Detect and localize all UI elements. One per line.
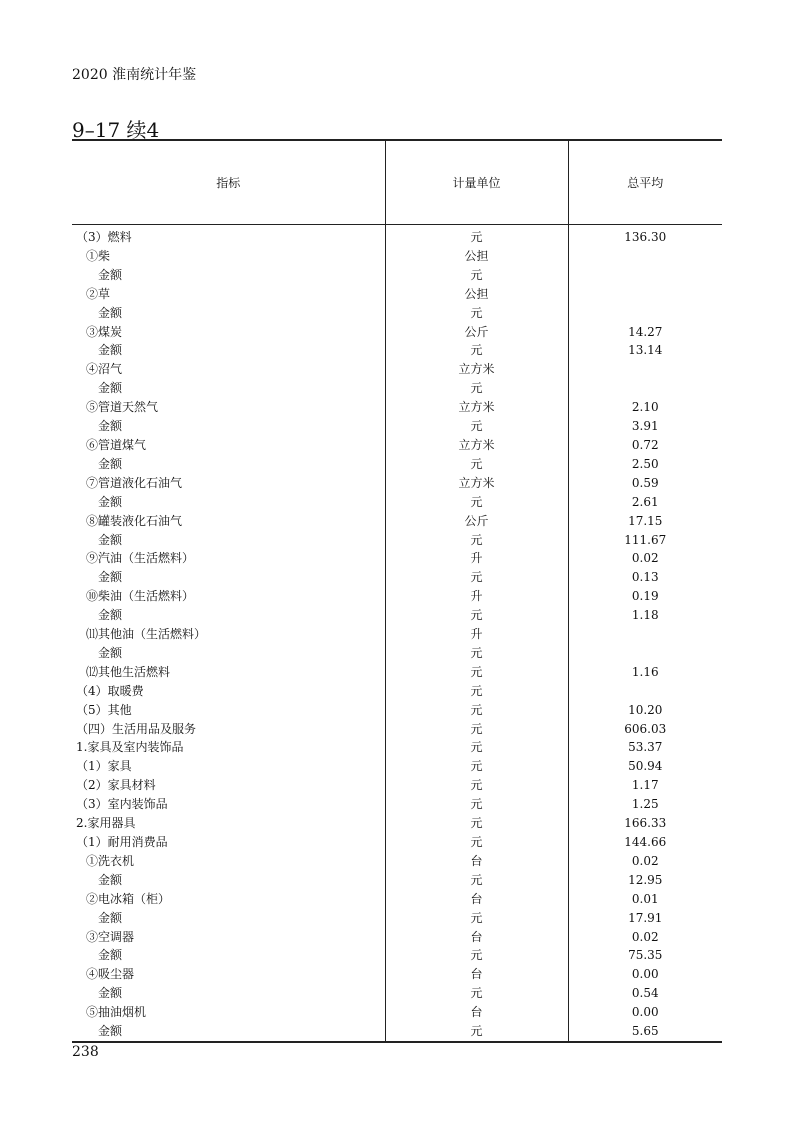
row-value-cell — [568, 379, 722, 398]
row-value-cell: 1.25 — [568, 795, 722, 814]
statistics-table-container — [72, 139, 722, 1043]
row-unit-cell: 元 — [385, 341, 568, 360]
row-value-cell: 3.91 — [568, 417, 722, 436]
row-value-cell: 2.10 — [568, 398, 722, 417]
table-row — [72, 644, 722, 663]
row-indicator-cell: 金额 — [98, 419, 123, 434]
row-value-cell: 0.01 — [568, 890, 722, 909]
column-header-unit: 计量单位 — [385, 140, 568, 225]
row-indicator-cell: 金额 — [98, 986, 123, 1001]
row-unit-cell: 元 — [385, 568, 568, 587]
row-unit-cell: 元 — [385, 814, 568, 833]
row-indicator-cell: （2）家具材料 — [76, 778, 156, 793]
table-row — [72, 1022, 722, 1042]
row-value-cell — [568, 360, 722, 379]
row-indicator-cell: ②电冰箱（柜） — [86, 891, 171, 906]
table-row — [72, 417, 722, 436]
row-unit-cell: 元 — [385, 757, 568, 776]
table-header — [72, 140, 722, 225]
row-indicator-cell: ⑿其他生活燃料 — [86, 664, 171, 679]
table-row — [72, 833, 722, 852]
row-value-cell: 0.02 — [568, 852, 722, 871]
column-header-indicator: 指标 — [72, 140, 385, 225]
row-indicator-cell: 金额 — [98, 608, 123, 623]
row-value-cell: 0.54 — [568, 984, 722, 1003]
table-row — [72, 587, 722, 606]
table-body — [72, 225, 722, 1042]
table-row — [72, 474, 722, 493]
row-value-cell: 1.18 — [568, 606, 722, 625]
row-unit-cell: 元 — [385, 1022, 568, 1042]
row-indicator-cell: （3）室内装饰品 — [76, 797, 168, 812]
table-row — [72, 890, 722, 909]
row-indicator-cell: （5）其他 — [76, 702, 132, 717]
row-indicator-cell: 金额 — [98, 381, 123, 396]
row-value-cell: 14.27 — [568, 323, 722, 342]
row-indicator-cell: （3）燃料 — [76, 230, 132, 244]
table-row — [72, 625, 722, 644]
row-unit-cell: 元 — [385, 304, 568, 323]
row-value-cell: 53.37 — [568, 738, 722, 757]
row-unit-cell: 元 — [385, 682, 568, 701]
row-indicator-cell: ⑧罐装液化石油气 — [86, 513, 183, 528]
row-value-cell: 0.02 — [568, 928, 722, 947]
row-value-cell: 0.13 — [568, 568, 722, 587]
row-indicator-cell: 1.家具及室内装饰品 — [76, 740, 184, 755]
row-indicator-cell: 2.家用器具 — [76, 816, 136, 831]
row-value-cell: 10.20 — [568, 701, 722, 720]
column-header-average: 总平均 — [568, 140, 722, 225]
table-row — [72, 225, 722, 247]
row-value-cell: 50.94 — [568, 757, 722, 776]
row-unit-cell: 元 — [385, 644, 568, 663]
row-indicator-cell: ③空调器 — [86, 929, 135, 944]
row-value-cell: 5.65 — [568, 1022, 722, 1042]
row-value-cell: 0.00 — [568, 965, 722, 984]
row-value-cell: 75.35 — [568, 946, 722, 965]
row-unit-cell: 元 — [385, 776, 568, 795]
row-value-cell — [568, 625, 722, 644]
row-value-cell — [568, 682, 722, 701]
row-unit-cell: 元 — [385, 455, 568, 474]
row-indicator-cell: （1）耐用消费品 — [76, 835, 168, 849]
row-value-cell: 2.61 — [568, 493, 722, 512]
row-indicator-cell: ⑥管道煤气 — [86, 437, 147, 452]
row-value-cell: 17.91 — [568, 909, 722, 928]
row-unit-cell: 元 — [385, 946, 568, 965]
row-value-cell: 0.19 — [568, 587, 722, 606]
table-row — [72, 304, 722, 323]
row-indicator-cell: ⑦管道液化石油气 — [86, 475, 183, 490]
row-indicator-cell: 金额 — [98, 267, 123, 282]
table-row — [72, 436, 722, 455]
row-unit-cell: 公斤 — [385, 512, 568, 531]
row-value-cell: 0.72 — [568, 436, 722, 455]
table-row — [72, 776, 722, 795]
header-row — [72, 140, 722, 225]
table-row — [72, 531, 722, 550]
row-indicator-cell: 金额 — [98, 532, 123, 547]
table-row — [72, 984, 722, 1003]
row-indicator-cell: 金额 — [72, 1022, 385, 1042]
row-unit-cell: 台 — [385, 928, 568, 947]
row-indicator-cell: 金额 — [98, 948, 123, 963]
row-unit-cell: 元 — [385, 984, 568, 1003]
row-unit-cell: 台 — [385, 890, 568, 909]
table-row — [72, 549, 722, 568]
row-unit-cell: 升 — [385, 587, 568, 606]
table-row — [72, 871, 722, 890]
row-unit-cell: 公担 — [385, 247, 568, 266]
row-value-cell: 1.17 — [568, 776, 722, 795]
table-row — [72, 795, 722, 814]
row-value-cell — [568, 266, 722, 285]
page-number: 238 — [72, 1044, 99, 1060]
row-value-cell: 144.66 — [568, 833, 722, 852]
row-unit-cell: 元 — [385, 531, 568, 550]
row-value-cell: 17.15 — [568, 512, 722, 531]
row-unit-cell: 公担 — [385, 285, 568, 304]
row-value-cell: 606.03 — [568, 720, 722, 739]
row-indicator-cell: 金额 — [98, 494, 123, 509]
row-indicator-cell: 金额 — [98, 456, 123, 471]
row-indicator-cell: ⑨汽油（生活燃料） — [86, 551, 195, 566]
table-row — [72, 379, 722, 398]
row-value-cell — [568, 285, 722, 304]
row-value-cell: 136.30 — [568, 225, 722, 247]
table-row — [72, 266, 722, 285]
row-value-cell — [568, 304, 722, 323]
row-indicator-cell: 金额 — [98, 910, 123, 925]
row-value-cell: 0.59 — [568, 474, 722, 493]
row-value-cell: 0.00 — [568, 1003, 722, 1022]
row-indicator-cell: 金额 — [98, 872, 123, 887]
row-indicator-cell: （4）取暖费 — [76, 683, 144, 698]
table-row — [72, 757, 722, 776]
row-unit-cell: 公斤 — [385, 323, 568, 342]
row-indicator-cell: （四）生活用品及服务 — [76, 721, 197, 736]
row-unit-cell: 元 — [385, 720, 568, 739]
row-indicator-cell: ⑤抽油烟机 — [86, 1005, 147, 1020]
table-row — [72, 247, 722, 266]
row-unit-cell: 立方米 — [385, 436, 568, 455]
table-row — [72, 341, 722, 360]
row-value-cell — [568, 644, 722, 663]
table-row — [72, 701, 722, 720]
row-unit-cell: 台 — [385, 852, 568, 871]
row-unit-cell: 元 — [385, 701, 568, 720]
row-indicator-cell: ⑾其他油（生活燃料） — [86, 627, 207, 642]
row-indicator-cell: 金额 — [98, 570, 123, 585]
table-row — [72, 852, 722, 871]
row-unit-cell: 台 — [385, 965, 568, 984]
row-indicator-cell: ④吸尘器 — [86, 967, 135, 982]
row-value-cell: 1.16 — [568, 663, 722, 682]
row-unit-cell: 元 — [385, 738, 568, 757]
row-unit-cell: 元 — [385, 379, 568, 398]
table-row — [72, 323, 722, 342]
row-indicator-cell: 金额 — [98, 645, 123, 660]
table-row — [72, 682, 722, 701]
row-value-cell: 166.33 — [568, 814, 722, 833]
row-unit-cell: 元 — [385, 871, 568, 890]
row-unit-cell: 立方米 — [385, 474, 568, 493]
table-row — [72, 946, 722, 965]
row-unit-cell: 元 — [385, 266, 568, 285]
row-unit-cell: 元 — [385, 417, 568, 436]
row-unit-cell: 立方米 — [385, 398, 568, 417]
row-unit-cell: 元 — [385, 663, 568, 682]
table-row — [72, 965, 722, 984]
row-unit-cell: 元 — [385, 909, 568, 928]
table-row — [72, 814, 722, 833]
table-row — [72, 360, 722, 379]
table-row — [72, 909, 722, 928]
table-title: 9–17 续4 — [72, 118, 160, 142]
table-row — [72, 720, 722, 739]
row-unit-cell: 元 — [385, 493, 568, 512]
row-unit-cell: 元 — [385, 795, 568, 814]
row-unit-cell: 元 — [385, 606, 568, 625]
table-row — [72, 568, 722, 587]
row-value-cell: 13.14 — [568, 341, 722, 360]
row-indicator-cell: 金额 — [98, 343, 123, 358]
table-row — [72, 512, 722, 531]
row-unit-cell: 升 — [385, 549, 568, 568]
row-indicator-cell: ⑤管道天然气 — [86, 400, 159, 415]
table-row — [72, 493, 722, 512]
row-value-cell: 2.50 — [568, 455, 722, 474]
row-unit-cell: 台 — [385, 1003, 568, 1022]
table-row — [72, 738, 722, 757]
running-header: 2020 淮南统计年鉴 — [72, 67, 197, 83]
row-indicator-cell: ③煤炭 — [86, 324, 123, 339]
table-row — [72, 455, 722, 474]
row-value-cell: 111.67 — [568, 531, 722, 550]
table-row — [72, 663, 722, 682]
row-value-cell: 12.95 — [568, 871, 722, 890]
statistics-table — [72, 139, 722, 1043]
row-indicator-cell: ⑩柴油（生活燃料） — [86, 589, 195, 604]
table-row — [72, 398, 722, 417]
table-row — [72, 285, 722, 304]
row-indicator-cell: ①洗衣机 — [86, 853, 135, 868]
row-unit-cell: 升 — [385, 625, 568, 644]
row-value-cell: 0.02 — [568, 549, 722, 568]
row-indicator-cell: 金额 — [98, 305, 123, 320]
row-unit-cell: 立方米 — [385, 360, 568, 379]
row-indicator-cell: ④沼气 — [86, 362, 123, 377]
row-indicator-cell: ①柴 — [86, 248, 111, 263]
table-row — [72, 928, 722, 947]
row-indicator-cell: （1）家具 — [76, 759, 132, 774]
table-row — [72, 1003, 722, 1022]
row-value-cell — [568, 247, 722, 266]
row-unit-cell: 元 — [385, 225, 568, 247]
table-row — [72, 606, 722, 625]
row-indicator-cell: ②草 — [86, 286, 111, 301]
row-unit-cell: 元 — [385, 833, 568, 852]
